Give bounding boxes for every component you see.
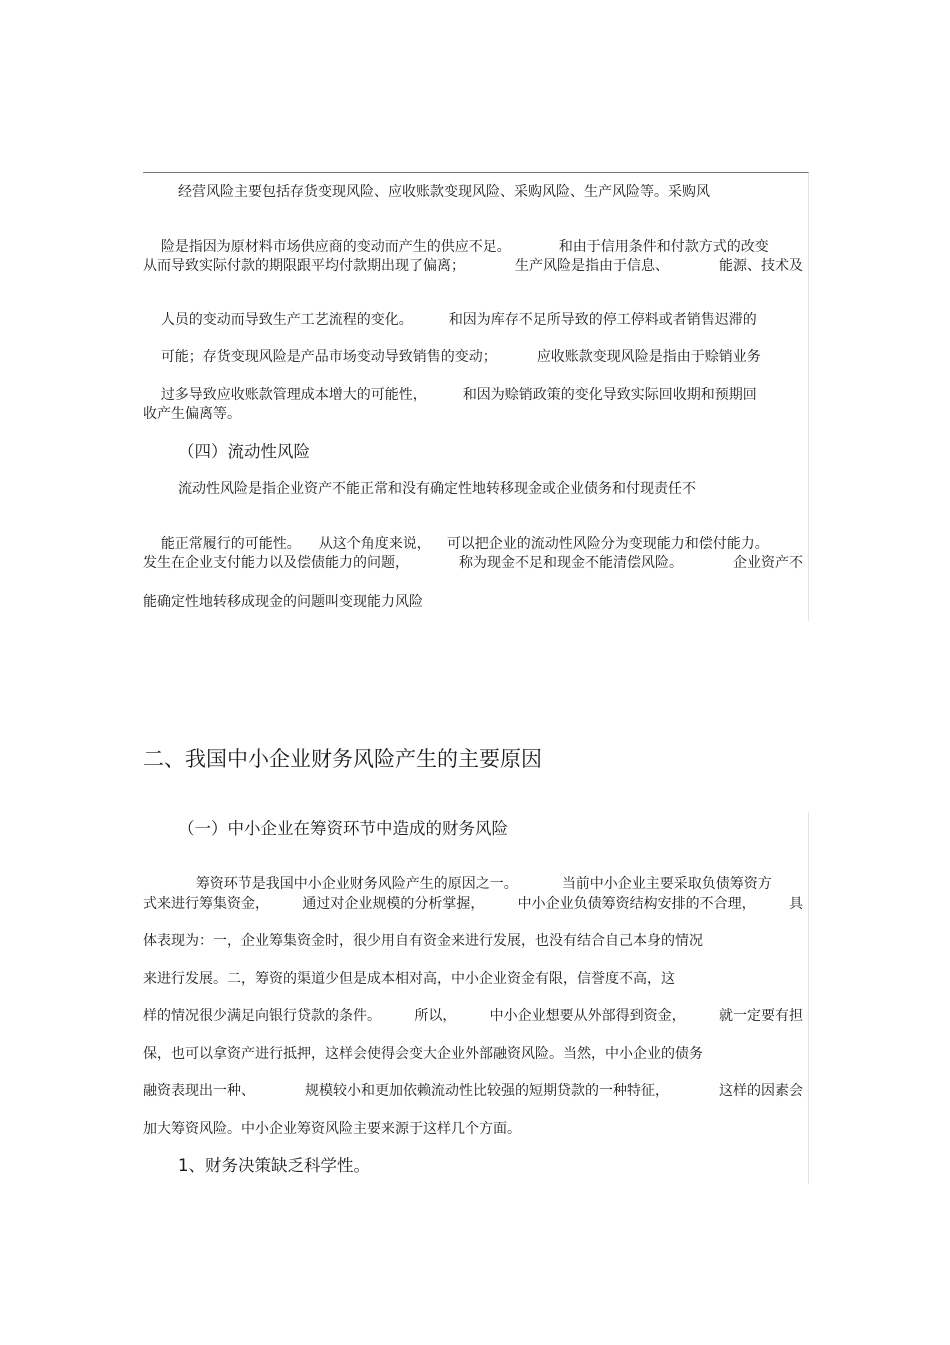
paragraph-line: 收产生偏离等。 [143,406,241,422]
text-segment: 可以把企业的流动性风险分为变现能力和偿付能力。 [446,536,769,552]
text-segment: 和由于信用条件和付款方式的改变 [558,239,769,255]
text-segment: 应收账款变现风险是指由于赊销业务 [536,349,761,365]
text-segment: 生产风险是指由于信息、 [515,258,669,274]
text-segment: 当前中小企业主要采取负债筹资方 [561,876,772,892]
paragraph-line: 保，也可以拿资产进行抵押，这样会使得会变大企业外部融资风险。当然，中小企业的债务 [143,1046,703,1062]
text-segment: 融资表现出一种、 [143,1083,255,1099]
paragraph-line [143,257,803,275]
paragraph-line: 能确定性地转移成现金的问题叫变现能力风险 [143,594,423,610]
text-segment: 可能；存货变现风险是产品市场变动导致销售的变动； [160,349,497,365]
paragraph-line: 经营风险主要包括存货变现风险、应收账款变现风险、采购风险、生产风险等。采购风 [178,184,710,200]
paragraph-line [143,1082,803,1100]
text-segment: 所以， [414,1008,457,1024]
paragraph-line: 加大筹资风险。中小企业筹资风险主要来源于这样几个方面。 [143,1121,521,1137]
text-segment: 规模较小和更加依赖流动性比较强的短期贷款的一种特征， [305,1083,669,1099]
text-segment: 发生在企业支付能力以及偿债能力的问题， [143,555,409,571]
text-segment: 企业资产不 [733,555,803,571]
paragraph-line [143,895,803,913]
text-segment: 筹资环节是我国中小企业财务风险产生的原因之一。 [195,876,518,892]
list-item-heading: 1、财务决策缺乏科学性。 [178,1156,370,1175]
text-segment: 中小企业想要从外部得到资金， [489,1008,686,1024]
text-segment: 称为现金不足和现金不能清偿风险。 [459,555,683,571]
paragraph-line [143,1007,803,1025]
text-segment: 从而导致实际付款的期限跟平均付款期出现了偏离； [143,258,465,274]
text-segment: 通过对企业规模的分析掌握， [302,896,485,912]
text-segment: 这样的因素会 [719,1083,803,1099]
text-segment: 和因为库存不足所导致的停工停料或者销售迟滞的 [448,312,757,328]
text-segment: 从这个角度来说， [318,536,431,552]
paragraph-line: 流动性风险是指企业资产不能正常和没有确定性地转移现金或企业债务和付现责任不 [178,481,696,497]
text-block-operating-risk [143,172,809,621]
text-segment: 具 [788,896,803,912]
text-segment: 中小企业负债筹资结构安排的不合理， [517,896,756,912]
text-segment: 人员的变动而导致生产工艺流程的变化。 [160,312,413,328]
subheading-liquidity-risk: （四）流动性风险 [178,442,310,461]
text-segment: 和因为赊销政策的变化导致实际回收期和预期回 [462,387,757,403]
text-segment: 能源、技术及 [719,258,803,274]
text-segment: 能正常履行的可能性。 [160,536,301,552]
text-block-financing-risk [143,812,809,1184]
text-segment: 险是指因为原材料市场供应商的变动而产生的供应不足。 [160,239,511,255]
section-heading: 二、我国中小企业财务风险产生的主要原因 [143,747,542,771]
paragraph-line [143,554,803,572]
paragraph-line: 体表现为：一，企业筹集资金时，很少用自有资金来进行发展，也没有结合自己本身的情况 [143,933,703,949]
text-segment: 就一定要有担 [718,1008,803,1024]
text-segment: 式来进行筹集资金， [143,896,269,912]
paragraph-line: 来进行发展。二，筹资的渠道少但是成本相对高，中小企业资金有限，信誉度不高，这 [143,971,675,987]
subheading-financing-risk: （一）中小企业在筹资环节中造成的财务风险 [178,819,508,838]
text-segment: 过多导致应收账款管理成本增大的可能性， [160,387,427,403]
text-segment: 样的情况很少满足向银行贷款的条件。 [143,1008,381,1024]
